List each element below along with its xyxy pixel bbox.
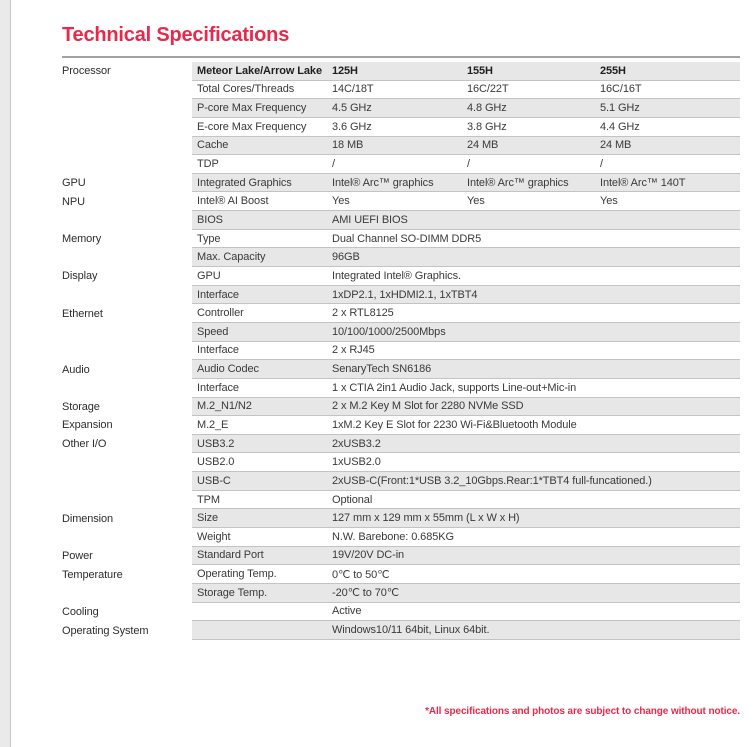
row-category xyxy=(62,248,192,267)
table-row xyxy=(62,491,740,510)
row-label: USB-C xyxy=(197,474,231,487)
table-row xyxy=(62,472,740,491)
row-category: Temperature xyxy=(62,568,123,581)
row-value: 10/100/1000/2500Mbps xyxy=(332,325,446,338)
row-label: Intel® AI Boost xyxy=(197,195,269,208)
table-row xyxy=(62,565,740,584)
table-row xyxy=(62,99,740,118)
table-row xyxy=(62,211,740,230)
row-category xyxy=(62,472,192,491)
table-header-row xyxy=(62,62,740,81)
row-value: 1xDP2.1, 1xHDMI2.1, 1xTBT4 xyxy=(332,288,478,301)
table-row xyxy=(62,230,740,249)
table-row xyxy=(62,323,740,342)
row-value: 16C/22T xyxy=(467,83,509,96)
row-value: 127 mm x 129 mm x 55mm (L x W x H) xyxy=(332,512,520,525)
row-value: 3.6 GHz xyxy=(332,120,372,133)
table-row xyxy=(62,286,740,305)
row-value: 0℃ to 50℃ xyxy=(332,568,390,581)
row-value: / xyxy=(467,158,470,171)
row-value: / xyxy=(600,158,603,171)
row-category xyxy=(62,453,192,472)
row-category: Cooling xyxy=(62,605,99,618)
row-cells xyxy=(192,99,740,118)
row-label: Operating Temp. xyxy=(197,568,277,581)
row-cells xyxy=(192,267,740,286)
row-value: 2 x RJ45 xyxy=(332,344,375,357)
row-label: P-core Max Frequency xyxy=(197,102,307,115)
table-row xyxy=(62,360,740,379)
row-value: 16C/16T xyxy=(600,83,642,96)
row-label: USB2.0 xyxy=(197,456,235,469)
row-category: Expansion xyxy=(62,419,113,432)
row-category xyxy=(62,528,192,547)
row-value: Intel® Arc™ 140T xyxy=(600,176,686,189)
row-cells xyxy=(192,211,740,230)
row-value: Yes xyxy=(467,195,485,208)
row-label: Interface xyxy=(197,344,239,357)
table-row xyxy=(62,603,740,622)
row-category: Display xyxy=(62,270,98,283)
row-label: Controller xyxy=(197,307,244,320)
row-value: 4.8 GHz xyxy=(467,102,507,115)
row-cells xyxy=(192,323,740,342)
table-row xyxy=(62,547,740,566)
row-value: Dual Channel SO-DIMM DDR5 xyxy=(332,232,482,245)
row-cells xyxy=(192,379,740,398)
row-value: 18 MB xyxy=(332,139,364,152)
row-value: 19V/20V DC-in xyxy=(332,549,405,562)
row-cells xyxy=(192,398,740,417)
row-value: 2 x RTL8125 xyxy=(332,307,394,320)
row-cells xyxy=(192,547,740,566)
row-value: 2xUSB-C(Front:1*USB 3.2_10Gbps.Rear:1*TBT4 full-funcationed.) xyxy=(332,474,652,487)
row-cells xyxy=(192,528,740,547)
row-cells xyxy=(192,584,740,603)
spec-table-body xyxy=(62,81,740,640)
table-row xyxy=(62,509,740,528)
row-label: USB3.2 xyxy=(197,437,235,450)
row-value: Yes xyxy=(600,195,618,208)
row-value: Yes xyxy=(332,195,350,208)
row-value: N.W. Barebone: 0.685KG xyxy=(332,530,454,543)
row-category: GPU xyxy=(62,177,86,190)
header-column-125h: 125H xyxy=(332,64,358,77)
row-category: Other I/O xyxy=(62,438,107,451)
row-category xyxy=(62,118,192,137)
row-value: -20℃ to 70℃ xyxy=(332,587,400,600)
row-label: Total Cores/Threads xyxy=(197,83,295,96)
row-category: NPU xyxy=(62,195,85,208)
row-value: 14C/18T xyxy=(332,83,374,96)
row-category: Power xyxy=(62,549,93,562)
row-value: 5.1 GHz xyxy=(600,102,640,115)
row-label: Weight xyxy=(197,530,231,543)
row-cells xyxy=(192,416,740,435)
row-label: M.2_E xyxy=(197,418,229,431)
row-label: TDP xyxy=(197,158,219,171)
row-label: Integrated Graphics xyxy=(197,176,292,189)
row-value: 2xUSB3.2 xyxy=(332,437,381,450)
row-value: 96GB xyxy=(332,251,360,264)
row-label: BIOS xyxy=(197,213,223,226)
row-category xyxy=(62,286,192,305)
row-cells xyxy=(192,81,740,100)
page-title: Technical Specifications xyxy=(62,24,290,46)
row-label: Speed xyxy=(197,325,229,338)
row-category xyxy=(62,81,192,100)
spec-sheet-page xyxy=(62,0,740,747)
row-cells xyxy=(192,155,740,174)
row-cells xyxy=(192,435,740,454)
row-value: 1 x CTIA 2in1 Audio Jack, supports Line-out+Mic-in xyxy=(332,381,577,394)
row-value: SenaryTech SN6186 xyxy=(332,363,432,376)
row-cells xyxy=(192,304,740,323)
footer-disclaimer: *All specifications and photos are subject to change without notice. xyxy=(425,706,740,717)
row-category xyxy=(62,323,192,342)
row-label: Cache xyxy=(197,139,229,152)
row-cells xyxy=(192,192,740,211)
row-category xyxy=(62,342,192,361)
row-label: GPU xyxy=(197,269,221,282)
row-category: Audio xyxy=(62,363,90,376)
row-label: Interface xyxy=(197,381,239,394)
row-label: Storage Temp. xyxy=(197,586,268,599)
row-category xyxy=(62,379,192,398)
row-label: M.2_N1/N2 xyxy=(197,400,252,413)
row-value: AMI UEFI BIOS xyxy=(332,213,408,226)
table-row xyxy=(62,155,740,174)
row-cells xyxy=(192,118,740,137)
row-value: / xyxy=(332,158,335,171)
header-column-155h: 155H xyxy=(467,64,493,77)
row-cells xyxy=(192,248,740,267)
row-value: 24 MB xyxy=(467,139,499,152)
row-cells xyxy=(192,491,740,510)
table-row xyxy=(62,398,740,417)
table-row xyxy=(62,453,740,472)
row-cells xyxy=(192,174,740,193)
table-row xyxy=(62,137,740,156)
table-row xyxy=(62,304,740,323)
row-value: Integrated Intel® Graphics. xyxy=(332,269,461,282)
row-category xyxy=(62,584,192,603)
row-category: Operating System xyxy=(62,624,149,637)
row-category: Dimension xyxy=(62,512,114,525)
row-value: Windows10/11 64bit, Linux 64bit. xyxy=(332,624,490,637)
row-cells xyxy=(192,621,740,640)
row-category: Storage xyxy=(62,400,100,413)
row-value: Intel® Arc™ graphics xyxy=(332,176,434,189)
row-cells xyxy=(192,286,740,305)
row-cells xyxy=(192,472,740,491)
header-series-label: Meteor Lake/Arrow Lake xyxy=(197,64,322,77)
row-cells xyxy=(192,453,740,472)
row-value: 24 MB xyxy=(600,139,632,152)
table-row xyxy=(62,379,740,398)
row-cells xyxy=(192,603,740,622)
row-value: 4.4 GHz xyxy=(600,120,640,133)
title-divider xyxy=(62,56,740,58)
row-category xyxy=(62,211,192,230)
row-cells xyxy=(192,565,740,584)
table-row xyxy=(62,435,740,454)
header-column-255h: 255H xyxy=(600,64,626,77)
row-value: 2 x M.2 Key M Slot for 2280 NVMe SSD xyxy=(332,400,524,413)
row-cells xyxy=(192,342,740,361)
row-category: Ethernet xyxy=(62,307,103,320)
table-row xyxy=(62,342,740,361)
row-value: Active xyxy=(332,605,362,618)
table-row xyxy=(62,81,740,100)
row-label: Audio Codec xyxy=(197,363,259,376)
row-value: 1xUSB2.0 xyxy=(332,456,381,469)
table-row xyxy=(62,528,740,547)
row-value: Intel® Arc™ graphics xyxy=(467,176,569,189)
row-value: 1xM.2 Key E Slot for 2230 Wi-Fi&Bluetooth Module xyxy=(332,418,577,431)
table-row xyxy=(62,174,740,193)
spec-table xyxy=(62,62,740,640)
table-header-cells xyxy=(192,62,740,81)
row-label: TPM xyxy=(197,493,220,506)
row-label: Standard Port xyxy=(197,549,264,562)
row-cells xyxy=(192,509,740,528)
table-row xyxy=(62,248,740,267)
row-category xyxy=(62,99,192,118)
row-category: Processor xyxy=(62,65,111,78)
row-category xyxy=(62,137,192,156)
row-label: E-core Max Frequency xyxy=(197,120,307,133)
row-label: Size xyxy=(197,512,218,525)
table-row xyxy=(62,267,740,286)
row-category: Memory xyxy=(62,233,102,246)
row-label: Type xyxy=(197,232,221,245)
table-row xyxy=(62,584,740,603)
page-left-gutter xyxy=(0,0,11,747)
row-cells xyxy=(192,137,740,156)
table-row xyxy=(62,416,740,435)
row-category xyxy=(62,155,192,174)
row-value: 3.8 GHz xyxy=(467,120,507,133)
row-category xyxy=(62,491,192,510)
table-row xyxy=(62,118,740,137)
row-cells xyxy=(192,360,740,379)
row-value: Optional xyxy=(332,493,373,506)
row-cells xyxy=(192,230,740,249)
row-label: Max. Capacity xyxy=(197,251,266,264)
table-row xyxy=(62,192,740,211)
table-row xyxy=(62,621,740,640)
row-value: 4.5 GHz xyxy=(332,102,372,115)
row-label: Interface xyxy=(197,288,239,301)
